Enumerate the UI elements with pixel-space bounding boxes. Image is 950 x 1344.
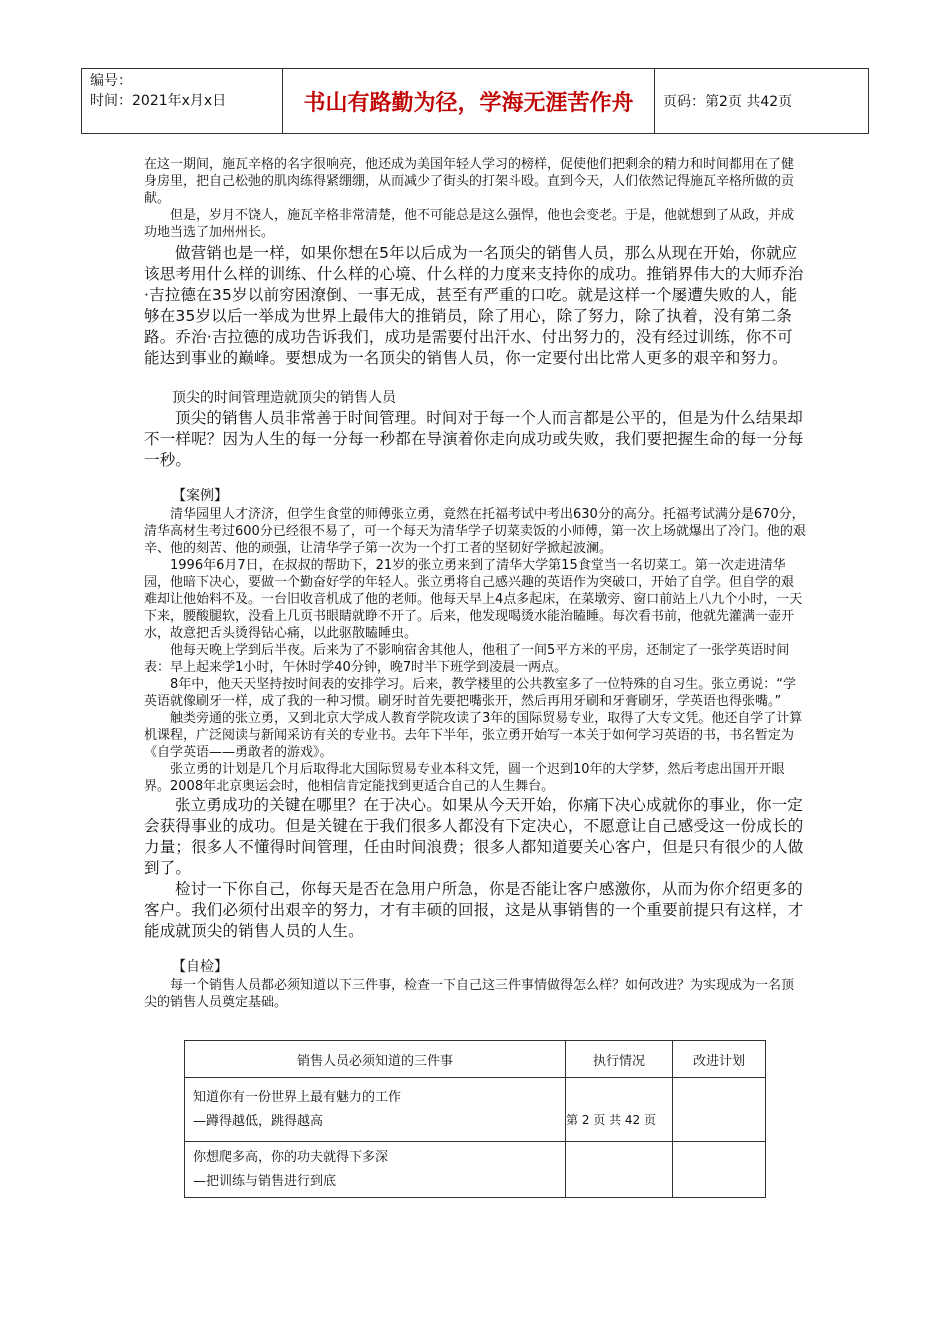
table-cell-text: —把训练与销售进行到底 — [193, 1173, 337, 1189]
case-title: 【案例】 — [172, 488, 228, 504]
document-time-label: 时间：2021年x月x日 — [90, 93, 227, 109]
document-body — [144, 156, 806, 1011]
table-cell — [185, 1142, 566, 1198]
paragraph: 但是，岁月不饶人，施瓦辛格非常清楚，他不可能总是这么强悍，他也会变老。于是，他就想到了从政，并成功地当选了加州州长。 — [144, 208, 795, 240]
table-cell-text: 你想爬多高，你的功夫就得下多深 — [193, 1149, 389, 1165]
table-header-row — [185, 1041, 766, 1078]
table-header-cell: 执行情况 — [566, 1041, 673, 1078]
self-check-title: 【自检】 — [172, 959, 228, 975]
table-cell — [672, 1142, 765, 1198]
paragraph: 清华园里人才济济，但学生食堂的师傅张立勇，竟然在托福考试中考出630分的高分。托福考试满分是670分，清华高材生考过600分已经很不易了，可一个每天为清华学子切菜卖饭的小师傅，第一次上场就爆出了冷门。他的艰辛、他的刻苦、他的顽强，让清华学子第一次为一个打工者的坚韧好学掀起波澜。 — [144, 507, 806, 556]
page-marker: 第 2 页 共 42 页 — [566, 1113, 656, 1127]
paragraph: 检讨一下你自己，你每天是否在急用户所急，你是否能让客户感激你，从而为你介绍更多的客户。我们必须付出艰辛的努力，才有丰硕的回报，这是从事销售的一个重要前提只有这样，才能成就顶尖的销售人员的人生。 — [144, 880, 804, 940]
header-meta — [82, 69, 283, 133]
table-cell-text: —蹲得越低，跳得越高 — [193, 1113, 324, 1129]
paragraph: 每一个销售人员都必须知道以下三件事，检查一下自己这三件事情做得怎么样？如何改进？为实现成为一名顶尖的销售人员奠定基础。 — [144, 978, 795, 1010]
table-cell — [672, 1078, 765, 1142]
table-row — [185, 1078, 766, 1142]
paragraph: 顶尖的销售人员非常善于时间管理。时间对于每一个人而言都是公平的，但是为什么结果却不一样呢？因为人生的每一分每一秒都在导演着你走向成功或失败，我们要把握生命的每一分每一秒。 — [144, 409, 804, 469]
table-row — [185, 1142, 766, 1198]
table-cell-text: 知道你有一份世界上最有魅力的工作 — [193, 1089, 402, 1105]
paragraph: 张立勇的计划是几个月后取得北大国际贸易专业本科文凭，圆一个迟到10年的大学梦，然后考虑出国开开眼界。2008年北京奥运会时，他相信肯定能找到更适合自己的人生舞台。 — [144, 762, 785, 794]
paragraph: 张立勇成功的关键在哪里？在于决心。如果从今天开始，你痛下决心成就你的事业，你一定会获得事业的成功。但是关键在于我们很多人都没有下定决心，不愿意让自己感受这一份成长的力量；很多人不懂得时间管理，任由时间浪费；很多人都知道要关心客户，但是只有很少的人做到了。 — [144, 796, 804, 877]
table-header-cell: 销售人员必须知道的三件事 — [185, 1041, 566, 1078]
header-motto: 书山有路勤为径，学海无涯苦作舟 — [283, 69, 655, 133]
page-header — [81, 68, 869, 134]
table-cell — [566, 1078, 673, 1142]
self-check-table — [184, 1040, 766, 1198]
paragraph: 他每天晚上学到后半夜。后来为了不影响宿舍其他人，他租了一间5平方米的平房，还制定了一张学英语时间表：早上起来学1小时，午休时学40分钟，晚7时半下班学到凌晨一两点。 — [144, 643, 790, 675]
table-cell — [185, 1078, 566, 1142]
table-cell — [566, 1142, 673, 1198]
header-page-label: 页码：第2页 共42页 — [663, 94, 793, 110]
section-title: 顶尖的时间管理造就顶尖的销售人员 — [172, 390, 396, 406]
paragraph: 8年中，他天天坚持按时间表的安排学习。后来，教学楼里的公共教室多了一位特殊的自习生。张立勇说：“学英语就像刷牙一样，成了我的一种习惯。刷牙时首先要把嘴张开，然后再用牙刷和牙膏刷牙，学英语也得张嘴。” — [144, 677, 797, 709]
document-number-label: 编号： — [90, 73, 132, 89]
paragraph: 触类旁通的张立勇，又到北京大学成人教育学院攻读了3年的国际贸易专业，取得了大专文凭。他还自学了计算机课程，广泛阅读与新闻采访有关的专业书。去年下半年，张立勇开始写一本关于如何学习英语的书，书名暂定为《自学英语——勇敢者的游戏》。 — [144, 711, 803, 760]
table-header-cell: 改进计划 — [672, 1041, 765, 1078]
paragraph: 1996年6月7日，在叔叔的帮助下，21岁的张立勇来到了清华大学第15食堂当一名切菜工。第一次走进清华园，他暗下决心，要做一个勤奋好学的年轻人。张立勇将自己感兴趣的英语作为突破口，开始了自学。但自学的艰难却让他始料不及。一台旧收音机成了他的老师。他每天早上4点多起床，在菜墩旁、窗口前站上八九个小时，一天下来，腰酸腿软，没看上几页书眼睛就睁不开了。后来，他发现喝烫水能治瞌睡。每次看书前，他就先灌满一壶开水，故意把舌头烫得钻心痛，以此驱散瞌睡虫。 — [144, 558, 803, 641]
paragraph: 做营销也是一样，如果你想在5年以后成为一名顶尖的销售人员，那么从现在开始，你就应该思考用什么样的训练、什么样的心境、什么样的力度来支持你的成功。推销界伟大的大师乔治·吉拉德在35岁以前穷困潦倒、一事无成，甚至有严重的口吃。就是这样一个屡遭失败的人，能够在35岁以后一举成为世界上最伟大的推销员，除了用心，除了努力，除了执着，没有第二条路。乔治·吉拉德的成功告诉我们，成功是需要付出汗水、付出努力的，没有经过训练，你不可能达到事业的巅峰。要想成为一名顶尖的销售人员，你一定要付出比常人更多的艰辛和努力。 — [144, 244, 804, 367]
paragraph: 在这一期间，施瓦辛格的名字很响亮，他还成为美国年轻人学习的榜样，促使他们把剩余的精力和时间都用在了健身房里，把自己松弛的肌肉练得紧绷绷，从而减少了街头的打架斗殴。直到今天，人们依然记得施瓦辛格所做的贡献。 — [144, 157, 795, 206]
